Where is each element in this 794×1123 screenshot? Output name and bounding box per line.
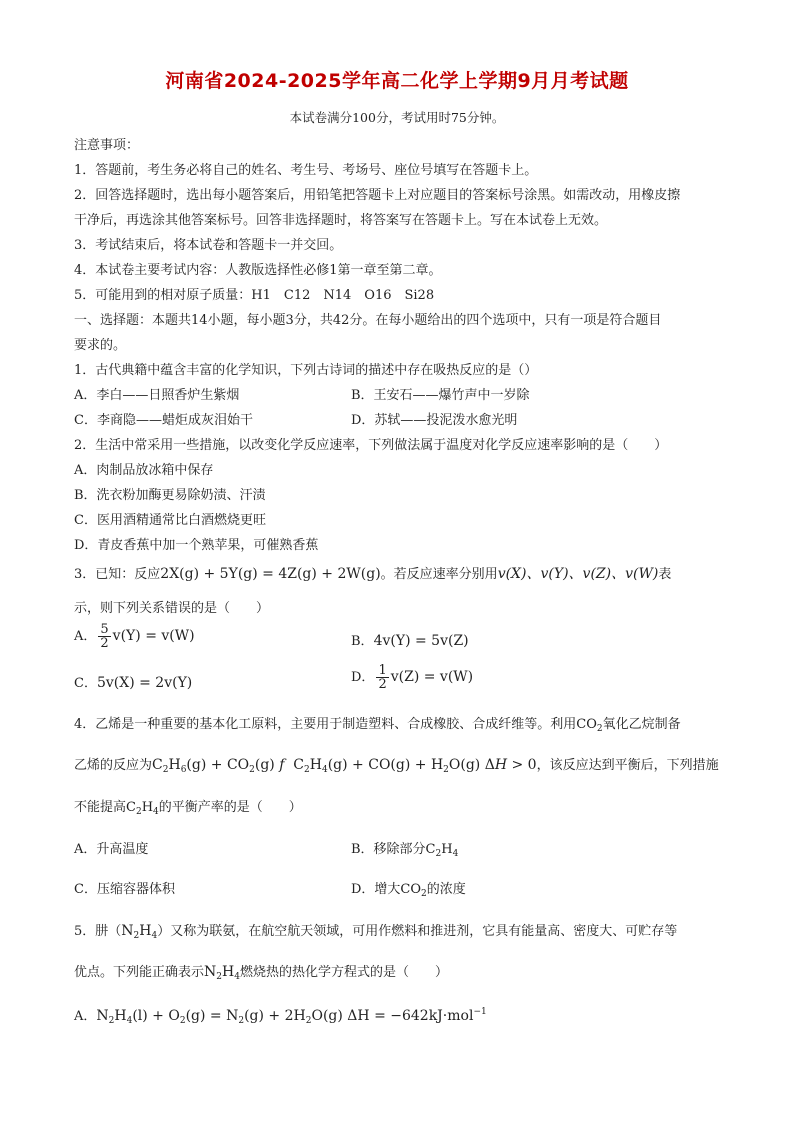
question-4-option-b: [351, 838, 458, 859]
question-1-stem: 1．古代典籍中蕴含丰富的化学知识，下列古诗词的描述中存在吸热反应的是（）: [74, 363, 538, 378]
subscript: 2: [435, 849, 442, 859]
question-2-option-c: C．医用酒精通常比白酒燃烧更旺: [74, 513, 266, 528]
question-5-line-1: [74, 920, 724, 941]
exam-info: 本试卷满分100分，考试用时75分钟。: [289, 110, 505, 125]
section-heading: 一、选择题：本题共14小题，每小题3分，共42分。在每小题给出的四个选项中，只有一项是符合题目: [74, 313, 662, 328]
fraction: [376, 664, 388, 691]
option-label: C．: [74, 676, 97, 691]
text-segment: H: [441, 842, 453, 857]
rate-relation: v(Y) = v(W): [112, 628, 195, 644]
text-segment: 的平衡产率的是（ ）: [158, 800, 302, 815]
subscript: 4: [452, 849, 459, 859]
question-1-option-a: A．李白——日照香炉生紫烟: [74, 388, 240, 403]
text-segment: 乙烯的反应为: [74, 758, 153, 773]
question-2-option-a: A．肉制品放冰箱中保存: [74, 463, 214, 478]
question-4-line-3: [74, 796, 724, 817]
text-segment: H: [141, 800, 154, 815]
subscript: 2: [596, 724, 603, 734]
enthalpy-value: ΔH = −642kJ·mol: [347, 1008, 474, 1024]
question-3-stem-post: 表: [658, 567, 672, 582]
text-segment: 不能提高C: [74, 800, 136, 815]
notice-item: 4．本试卷主要考试内容：人教版选择性必修1第一章至第二章。: [74, 263, 442, 278]
option-label: D．: [351, 670, 375, 685]
text-segment: ）又称为联氨，在航空航天领域，可用作燃料和推进剂，它具有能量高、密度大、可贮存等: [157, 924, 678, 939]
option-label: A．: [74, 629, 97, 644]
question-2-option-b: B．洗衣粉加酶更易除奶渍、汗渍: [74, 488, 266, 503]
hydrazine-formula: $N_2H_4$: [121, 923, 158, 941]
text-segment: D．增大CO: [351, 882, 422, 897]
question-4-line-2: [74, 754, 724, 775]
fraction: [98, 623, 110, 650]
rate-relation: 5v(X) = 2v(Y): [96, 675, 193, 691]
question-3-stem-cont: 示，则下列关系错误的是（ ）: [74, 601, 270, 616]
question-1-option-c: C．李商隐——蜡炬成灰泪始干: [74, 413, 253, 428]
subscript: 2: [421, 889, 427, 899]
text-segment: ，该反应达到平衡后，下列措施: [536, 758, 719, 773]
fraction-denominator: 2: [100, 636, 109, 651]
thermochemical-equation: $N_2H_4(l) + O_2(g) = N_2(g) + 2H_2O(g)$: [96, 1008, 348, 1026]
question-4-line-1: [74, 713, 724, 734]
notice-item: 3．考试结束后，将本试卷和答题卡一并交回。: [74, 238, 343, 253]
notice-item: 2．回答选择题时，选出每小题答案后，用铅笔把答题卡上对应题目的答案标号涂黑。如需改动，用橡皮擦: [74, 188, 681, 203]
question-4-option-a: A．升高温度: [74, 842, 149, 857]
question-3-stem-mid: 。若反应速率分别用: [380, 567, 498, 582]
question-3-stem: [74, 563, 724, 583]
ethylene-reaction-equation: $C_2H_6(g) + CO_2(g)$ f $C_2H_4(g) + CO(g) + H_2O(g) \Delta H > 0$: [152, 757, 537, 775]
text-segment: B．移除部分C: [351, 842, 436, 857]
reaction-equation: 2X(g) + 5Y(g) = 4Z(g) + 2W(g): [160, 566, 381, 582]
question-5-option-a: [74, 1005, 724, 1026]
question-3-option-d: [351, 664, 473, 691]
question-3-stem-pre: 3．已知：反应: [74, 567, 161, 582]
question-3-option-b: [351, 630, 469, 649]
hydrazine-formula: $N_2H_4$: [204, 964, 240, 982]
notice-item: 5．可能用到的相对原子质量：H1 C12 N14 O16 Si28: [74, 288, 435, 303]
notice-heading: 注意事项：: [74, 138, 140, 153]
option-label: B．: [351, 634, 374, 649]
fraction-numerator: 5: [100, 622, 109, 637]
text-segment: 4．乙烯是一种重要的基本化工原料，主要用于制造塑料、合成橡胶、合成纤维等。利用CO: [74, 717, 597, 732]
text-segment: 燃烧热的热化学方程式的是（ ）: [239, 965, 448, 980]
subscript: 2: [135, 807, 142, 817]
subscript: 4: [153, 807, 159, 817]
fraction-numerator: 1: [378, 663, 387, 678]
notice-item: 干净后，再选涂其他答案标号。回答非选择题时，将答案写在答题卡上。写在本试卷上无效。: [74, 213, 608, 228]
option-label: A．: [74, 1009, 97, 1024]
text-segment: 5．肼（: [74, 924, 122, 939]
question-2-stem: 2．生活中常采用一些措施，以改变化学反应速率，下列做法属于温度对化学反应速率影响的是（ ）: [74, 438, 668, 453]
text-segment: 的浓度: [426, 882, 466, 897]
text-segment: 优点。下列能正确表示: [74, 965, 205, 980]
question-3-option-c: [74, 672, 334, 691]
section-heading-cont: 要求的。: [74, 338, 127, 353]
question-3-option-a: [74, 623, 334, 650]
notice-item: 1．答题前，考生务必将自己的姓名、考生号、考场号、座位号填写在答题卡上。: [74, 163, 538, 178]
page-title: 河南省2024-2025学年高二化学上学期9月月考试题: [165, 70, 629, 92]
text-segment: 氧化乙烷制备: [602, 717, 681, 732]
question-1-option-d: D．苏轼——投泥泼水愈光明: [351, 413, 518, 428]
question-1-option-b: B．王安石——爆竹声中一岁除: [351, 388, 530, 403]
question-5-line-2: [74, 961, 724, 982]
question-4-option-d: [351, 878, 466, 899]
superscript: −1: [473, 1007, 487, 1017]
rate-relation: v(Z) = v(W): [390, 669, 474, 685]
rate-symbols: v(X)、v(Y)、v(Z)、v(W): [497, 566, 659, 582]
question-2-option-d: D．青皮香蕉中加一个熟苹果，可催熟香蕉: [74, 538, 319, 553]
fraction-denominator: 2: [378, 677, 387, 692]
rate-relation: 4v(Y) = 5v(Z): [373, 633, 469, 649]
question-4-option-c: C．压缩容器体积: [74, 882, 175, 897]
